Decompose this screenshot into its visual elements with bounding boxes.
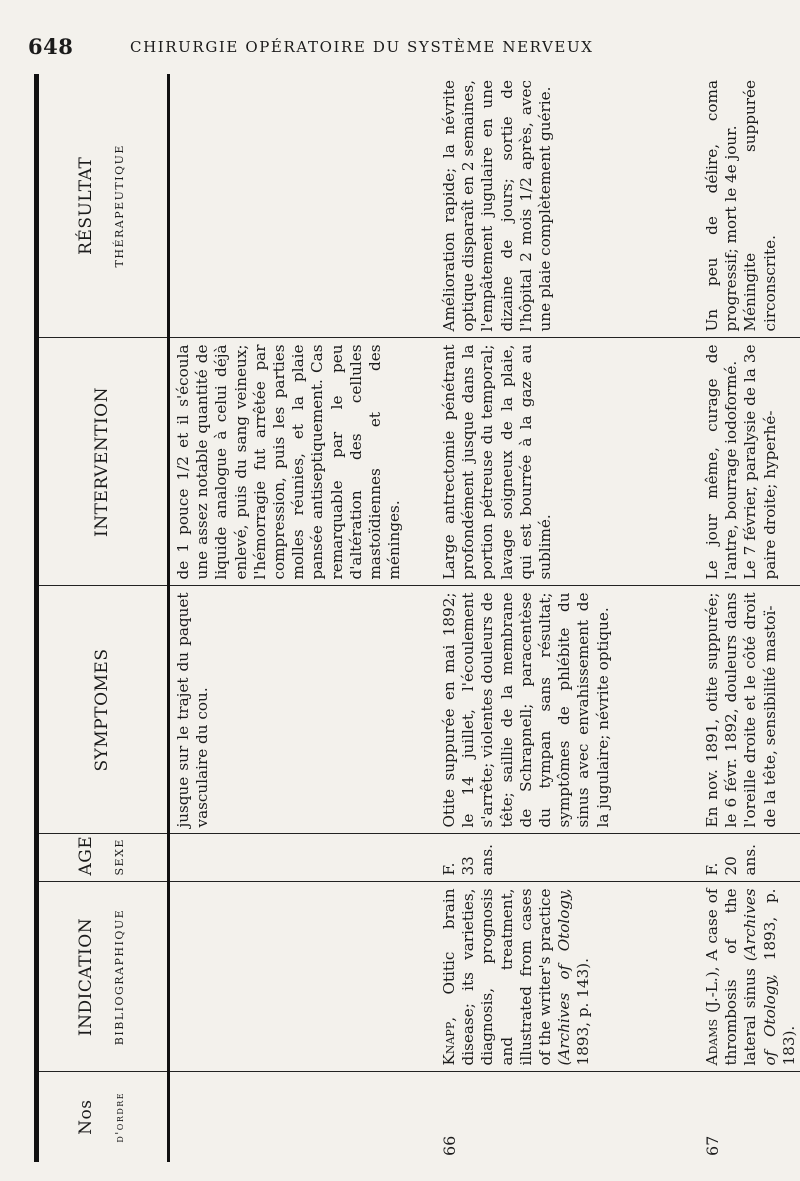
header-num-sub: d'ordre — [113, 1091, 126, 1143]
page-number: 648 — [28, 34, 74, 59]
row-cont-intervention: de 1 pouce 1/2 et il s'écoula une assez notable quantité de liquide analogue à celui déjà enlevé, puis du sang veineux; l'hémorragie fut arrêtée par compression, puis les parties molles réunies, et la plaie pansée antiseptiquement. Cas remarquable par le peu d'altération des cellules mastoïdiennes et des méninges. — [169, 338, 437, 586]
header-resultat-main: RÉSULTAT — [75, 156, 96, 255]
row-67-resultat — [699, 74, 800, 338]
row-66-indication — [436, 882, 699, 1072]
row-67-sex: F. — [703, 862, 721, 876]
row-66-sex: F. — [440, 862, 458, 876]
row-66-intervention: Large antrectomie pénétrant profondément jusque dans la portion pétreuse du temporal; lavage soigneux de la plaie, qui est bourrée à la gaze au sublimé. — [436, 338, 699, 586]
header-intervention-main: INTERVENTION — [92, 387, 113, 537]
row-67-symptomes: En nov. 1891, otite suppurée; le 6 févr. 1892, douleurs dans l'oreille droite et le côté droit de la tête, sensibilité mastoï- — [699, 586, 800, 834]
running-head — [28, 34, 768, 58]
header-indication-sub: BIBLIOGRAPHIQUE — [113, 908, 126, 1046]
row-67-title: A case of thrombosis of the lateral sinus — [703, 888, 760, 1066]
row-67-indication — [699, 882, 800, 1072]
row-66-title: Otitic brain disease; its varieties, diagnosis, prognosis and treatment, illustrated from cases of the writer's practice — [440, 888, 555, 1066]
row-67-journal: (Archives of Otology, — [741, 888, 779, 1066]
header-symptomes — [37, 586, 169, 834]
row-cont-num — [169, 1072, 437, 1162]
row-67-age — [699, 834, 800, 882]
running-head-title: CHIRURGIE OPÉRATOIRE DU SYSTÈME NERVEUX — [130, 38, 594, 56]
row-67-resultat-2: Méningite suppurée circonscrite. — [741, 80, 779, 332]
row-66-author: Knapp, — [440, 1016, 458, 1066]
table-row — [436, 74, 699, 1162]
case-table — [34, 74, 800, 1162]
header-num — [37, 1072, 169, 1162]
row-66-num: 66 — [440, 1135, 459, 1156]
row-67-author: Adams (J.-L.), — [703, 966, 721, 1066]
row-cont-indication — [169, 882, 437, 1072]
row-cont-symptomes: jusque sur le trajet du paquet vasculaire du cou. — [169, 586, 437, 834]
table-header-row — [37, 74, 169, 1162]
row-66-resultat: Amélioration rapide; la névrite optique disparaît en 2 semaines, l'empâtement jugulaire en une dizaine de jours; sortie de l'hôpital 2 mois 1/2 après, avec une plaie complètement guérie. — [436, 74, 699, 338]
header-resultat-sub: THÉRAPEUTIQUE — [113, 144, 126, 268]
row-67-intervention-1: Le jour même, curage de l'antre, bourrage iodoformé. — [703, 344, 741, 580]
row-66-age-value: 33 ans. — [459, 844, 497, 876]
row-67-resultat-1: Un peu de délire, coma progressif; mort le 4e jour. — [703, 80, 741, 332]
header-age-main: AGE — [75, 835, 96, 876]
header-indication — [37, 882, 169, 1072]
row-66-symptomes: Otite suppurée en mai 1892; le 14 juillet, l'écoulement s'arrête; violentes douleurs de tête; saillie de la membrane de Schrapnell; paracentèse du tympan sans résultat; symptômes de phlébite du sinus avec envahissement de la jugulaire; névrite optique. — [436, 586, 699, 834]
row-67-ref: 1893, p. 183). — [760, 888, 798, 1066]
header-age-sub: SEXE — [113, 838, 126, 876]
table-row — [169, 74, 437, 1162]
rotated-table — [34, 74, 798, 1162]
table-row — [699, 74, 800, 1162]
header-num-main: Nos — [75, 1099, 96, 1135]
row-67-intervention — [699, 338, 800, 586]
row-cont-age — [169, 834, 437, 882]
header-symptomes-main: SYMPTOMES — [92, 648, 113, 772]
header-intervention — [37, 338, 169, 586]
header-age — [37, 834, 169, 882]
row-67-num: 67 — [703, 1135, 722, 1156]
header-resultat — [37, 74, 169, 338]
header-indication-main: INDICATION — [75, 917, 96, 1037]
row-67-intervention-2: Le 7 février, paralysie de la 3e paire droite; hyperhé- — [741, 344, 779, 580]
row-66-journal: (Archives of Otology, — [555, 888, 574, 1066]
row-67-age-value: 20 ans. — [722, 844, 760, 876]
row-cont-resultat — [169, 74, 437, 338]
row-66-ref: 1893, p. 143). — [574, 958, 593, 1066]
row-66-age — [436, 834, 699, 882]
